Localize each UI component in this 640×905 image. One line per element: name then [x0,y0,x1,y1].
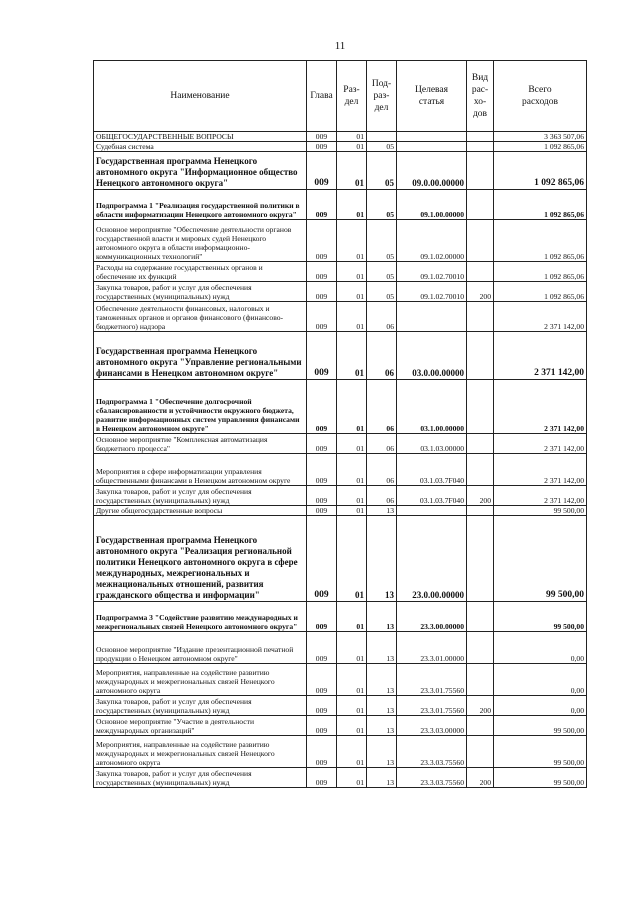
row-name: Закупка товаров, работ и услуг для обеспечения государственных (муниципальных) нужд [94,282,307,302]
header-glava: Глава [307,61,337,132]
row-podrazdel: 06 [367,302,397,332]
row-razdel: 01 [337,602,367,632]
row-vid-raskhodov: 200 [467,768,494,788]
row-name: Государственная программа Ненецкого автономного округа "Информационное общество Ненецкого автономного округа" [94,152,307,190]
row-podrazdel: 13 [367,696,397,716]
row-vid-raskhodov [467,454,494,486]
row-total: 99 500,00 [494,602,587,632]
row-vid-raskhodov [467,332,494,380]
row-celevaya-statya: 09.0.00.00000 [397,152,467,190]
row-name: Расходы на содержание государственных органов и обеспечение их функций [94,262,307,282]
row-name: Подпрограмма 1 "Реализация государственной политики в области информатизации Ненецкого автономного округа" [94,190,307,220]
row-vid-raskhodov [467,132,494,142]
row-total: 99 500,00 [494,516,587,602]
row-podrazdel: 13 [367,632,397,664]
row-glava: 009 [307,632,337,664]
row-glava: 009 [307,142,337,152]
row-celevaya-statya: 23.0.00.00000 [397,516,467,602]
row-podrazdel: 05 [367,220,397,262]
row-vid-raskhodov [467,602,494,632]
row-vid-raskhodov [467,152,494,190]
row-celevaya-statya: 23.3.01.75560 [397,664,467,696]
row-name: Закупка товаров, работ и услуг для обеспечения государственных (муниципальных) нужд [94,696,307,716]
row-name: Государственная программа Ненецкого автономного округа "Реализация региональной политики Ненецкого автономного округа в сфере международных, межрегиональных и межнациональных отношений, развития гражданского общества и информации" [94,516,307,602]
table-body [94,132,587,788]
header-celevaya: Целевая статья [397,61,467,132]
row-glava: 009 [307,282,337,302]
table-row [94,380,587,434]
header-razdel: Раз- дел [337,61,367,132]
row-name: Основное мероприятие "Обеспечение деятельности органов государственной власти и мировых судей Ненецкого автономного округа в области информационно-коммуникационных технологий" [94,220,307,262]
row-glava: 009 [307,380,337,434]
table-row [94,132,587,142]
row-glava: 009 [307,262,337,282]
row-glava: 009 [307,736,337,768]
row-podrazdel: 06 [367,486,397,506]
row-name: ОБЩЕГОСУДАРСТВЕННЫЕ ВОПРОСЫ [94,132,307,142]
row-glava: 009 [307,768,337,788]
row-razdel: 01 [337,132,367,142]
table-row [94,220,587,262]
table-row [94,454,587,486]
row-razdel: 01 [337,142,367,152]
row-celevaya-statya: 23.3.03.75560 [397,768,467,788]
row-glava: 009 [307,152,337,190]
row-podrazdel: 13 [367,716,397,736]
row-podrazdel: 05 [367,190,397,220]
row-celevaya-statya [397,132,467,142]
row-total: 2 371 142,00 [494,434,587,454]
table-row [94,716,587,736]
row-celevaya-statya [397,506,467,516]
row-glava: 009 [307,332,337,380]
row-total: 1 092 865,06 [494,282,587,302]
row-vid-raskhodov [467,220,494,262]
row-celevaya-statya: 03.0.00.00000 [397,332,467,380]
row-total: 2 371 142,00 [494,486,587,506]
row-total: 2 371 142,00 [494,454,587,486]
row-podrazdel: 13 [367,664,397,696]
row-podrazdel: 05 [367,152,397,190]
row-total: 99 500,00 [494,768,587,788]
row-total: 1 092 865,06 [494,190,587,220]
row-podrazdel: 05 [367,282,397,302]
row-razdel: 01 [337,768,367,788]
row-razdel: 01 [337,282,367,302]
row-glava: 009 [307,716,337,736]
page-number: 11 [334,40,346,52]
row-name: Закупка товаров, работ и услуг для обеспечения государственных (муниципальных) нужд [94,486,307,506]
row-name: Другие общегосударственные вопросы [94,506,307,516]
row-podrazdel: 13 [367,506,397,516]
row-razdel: 01 [337,434,367,454]
row-total: 1 092 865,06 [494,142,587,152]
header-podrazdel: Под- раз- дел [367,61,397,132]
table-row [94,282,587,302]
budget-table [93,60,587,788]
row-celevaya-statya: 03.1.03.00000 [397,434,467,454]
table-row [94,664,587,696]
row-celevaya-statya: 03.1.03.7F040 [397,486,467,506]
row-name: Подпрограмма 1 "Обеспечение долгосрочной сбалансированности и устойчивости окружного бюджета, развитие информационных систем управления финансами в Ненецком автономном округе" [94,380,307,434]
header-name: Наименование [94,61,307,132]
row-celevaya-statya: 09.1.02.70010 [397,262,467,282]
row-podrazdel: 13 [367,768,397,788]
table-row [94,302,587,332]
row-celevaya-statya [397,142,467,152]
row-glava: 009 [307,454,337,486]
row-vid-raskhodov [467,664,494,696]
table-header-row [94,61,587,132]
row-name: Обеспечение деятельности финансовых, налоговых и таможенных органов и органов финансового (финансово-бюджетного) надзора [94,302,307,332]
table-row [94,190,587,220]
row-name: Мероприятия, направленные на содействие развитию международных и межрегиональных связей Ненецкого автономного округа [94,736,307,768]
row-vid-raskhodov: 200 [467,282,494,302]
row-vid-raskhodov [467,434,494,454]
row-glava: 009 [307,220,337,262]
row-total: 1 092 865,06 [494,152,587,190]
table-row [94,142,587,152]
table-row [94,506,587,516]
row-podrazdel: 05 [367,262,397,282]
row-name: Закупка товаров, работ и услуг для обеспечения государственных (муниципальных) нужд [94,768,307,788]
row-podrazdel [367,132,397,142]
table-row [94,262,587,282]
row-total: 1 092 865,06 [494,220,587,262]
row-total: 2 371 142,00 [494,380,587,434]
row-total: 2 371 142,00 [494,302,587,332]
row-vid-raskhodov [467,380,494,434]
header-vid: Вид рас- хо- дов [467,61,494,132]
table-row [94,486,587,506]
row-total: 0,00 [494,632,587,664]
row-podrazdel: 13 [367,602,397,632]
row-total: 99 500,00 [494,716,587,736]
row-vid-raskhodov [467,736,494,768]
row-glava: 009 [307,602,337,632]
row-vid-raskhodov [467,302,494,332]
row-razdel: 01 [337,516,367,602]
row-razdel: 01 [337,736,367,768]
row-total: 3 363 507,06 [494,132,587,142]
row-glava: 009 [307,506,337,516]
row-celevaya-statya: 09.1.02.70010 [397,282,467,302]
row-name: Подпрограмма 3 "Содействие развитию международных и межрегиональных связей Ненецкого автономного округа" [94,602,307,632]
row-glava: 009 [307,516,337,602]
row-name: Государственная программа Ненецкого автономного округа "Управление региональными финансами в Ненецком автономном округе" [94,332,307,380]
row-vid-raskhodov [467,516,494,602]
row-razdel: 01 [337,380,367,434]
table-row [94,152,587,190]
row-razdel: 01 [337,696,367,716]
row-razdel: 01 [337,716,367,736]
row-glava: 009 [307,190,337,220]
row-razdel: 01 [337,262,367,282]
row-celevaya-statya: 03.1.03.7F040 [397,454,467,486]
row-celevaya-statya: 03.1.00.00000 [397,380,467,434]
row-celevaya-statya: 23.3.03.00000 [397,716,467,736]
row-name: Основное мероприятие "Комплексная автоматизация бюджетного процесса" [94,434,307,454]
row-vid-raskhodov [467,632,494,664]
row-vid-raskhodov [467,142,494,152]
row-razdel: 01 [337,632,367,664]
row-total: 0,00 [494,696,587,716]
row-podrazdel: 13 [367,736,397,768]
row-razdel: 01 [337,454,367,486]
row-vid-raskhodov [467,506,494,516]
row-name: Мероприятия в сфере информатизации управления общественными финансами в Ненецком автономном округе [94,454,307,486]
row-total: 99 500,00 [494,506,587,516]
table-row [94,434,587,454]
table-row [94,696,587,716]
table-row [94,768,587,788]
row-celevaya-statya: 09.1.00.00000 [397,190,467,220]
row-vid-raskhodov [467,716,494,736]
row-razdel: 01 [337,506,367,516]
row-glava: 009 [307,302,337,332]
row-glava: 009 [307,696,337,716]
row-podrazdel: 06 [367,332,397,380]
row-razdel: 01 [337,332,367,380]
row-celevaya-statya: 23.3.00.00000 [397,602,467,632]
table-row [94,736,587,768]
table-row [94,602,587,632]
row-celevaya-statya: 09.1.02.00000 [397,220,467,262]
row-name: Мероприятия, направленные на содействие развитию международных и межрегиональных связей Ненецкого автономного округа [94,664,307,696]
row-celevaya-statya: 23.3.03.75560 [397,736,467,768]
row-razdel: 01 [337,152,367,190]
header-total: Всего расходов [494,61,587,132]
row-razdel: 01 [337,486,367,506]
row-podrazdel: 05 [367,142,397,152]
row-razdel: 01 [337,220,367,262]
row-razdel: 01 [337,302,367,332]
row-podrazdel: 06 [367,434,397,454]
row-celevaya-statya: 23.3.01.00000 [397,632,467,664]
row-podrazdel: 13 [367,516,397,602]
row-podrazdel: 06 [367,454,397,486]
row-total: 99 500,00 [494,736,587,768]
row-total: 0,00 [494,664,587,696]
row-celevaya-statya [397,302,467,332]
row-celevaya-statya: 23.3.01.75560 [397,696,467,716]
row-name: Судебная система [94,142,307,152]
table-row [94,632,587,664]
row-total: 1 092 865,06 [494,262,587,282]
row-name: Основное мероприятие "Участие в деятельности международных организаций" [94,716,307,736]
row-vid-raskhodov: 200 [467,696,494,716]
row-glava: 009 [307,664,337,696]
row-vid-raskhodov [467,262,494,282]
row-razdel: 01 [337,664,367,696]
row-vid-raskhodov [467,190,494,220]
table-row [94,516,587,602]
row-razdel: 01 [337,190,367,220]
row-podrazdel: 06 [367,380,397,434]
row-vid-raskhodov: 200 [467,486,494,506]
row-glava: 009 [307,434,337,454]
table-row [94,332,587,380]
row-glava: 009 [307,132,337,142]
row-glava: 009 [307,486,337,506]
row-total: 2 371 142,00 [494,332,587,380]
row-name: Основное мероприятие "Издание презентационной печатной продукции о Ненецком автономном округе" [94,632,307,664]
